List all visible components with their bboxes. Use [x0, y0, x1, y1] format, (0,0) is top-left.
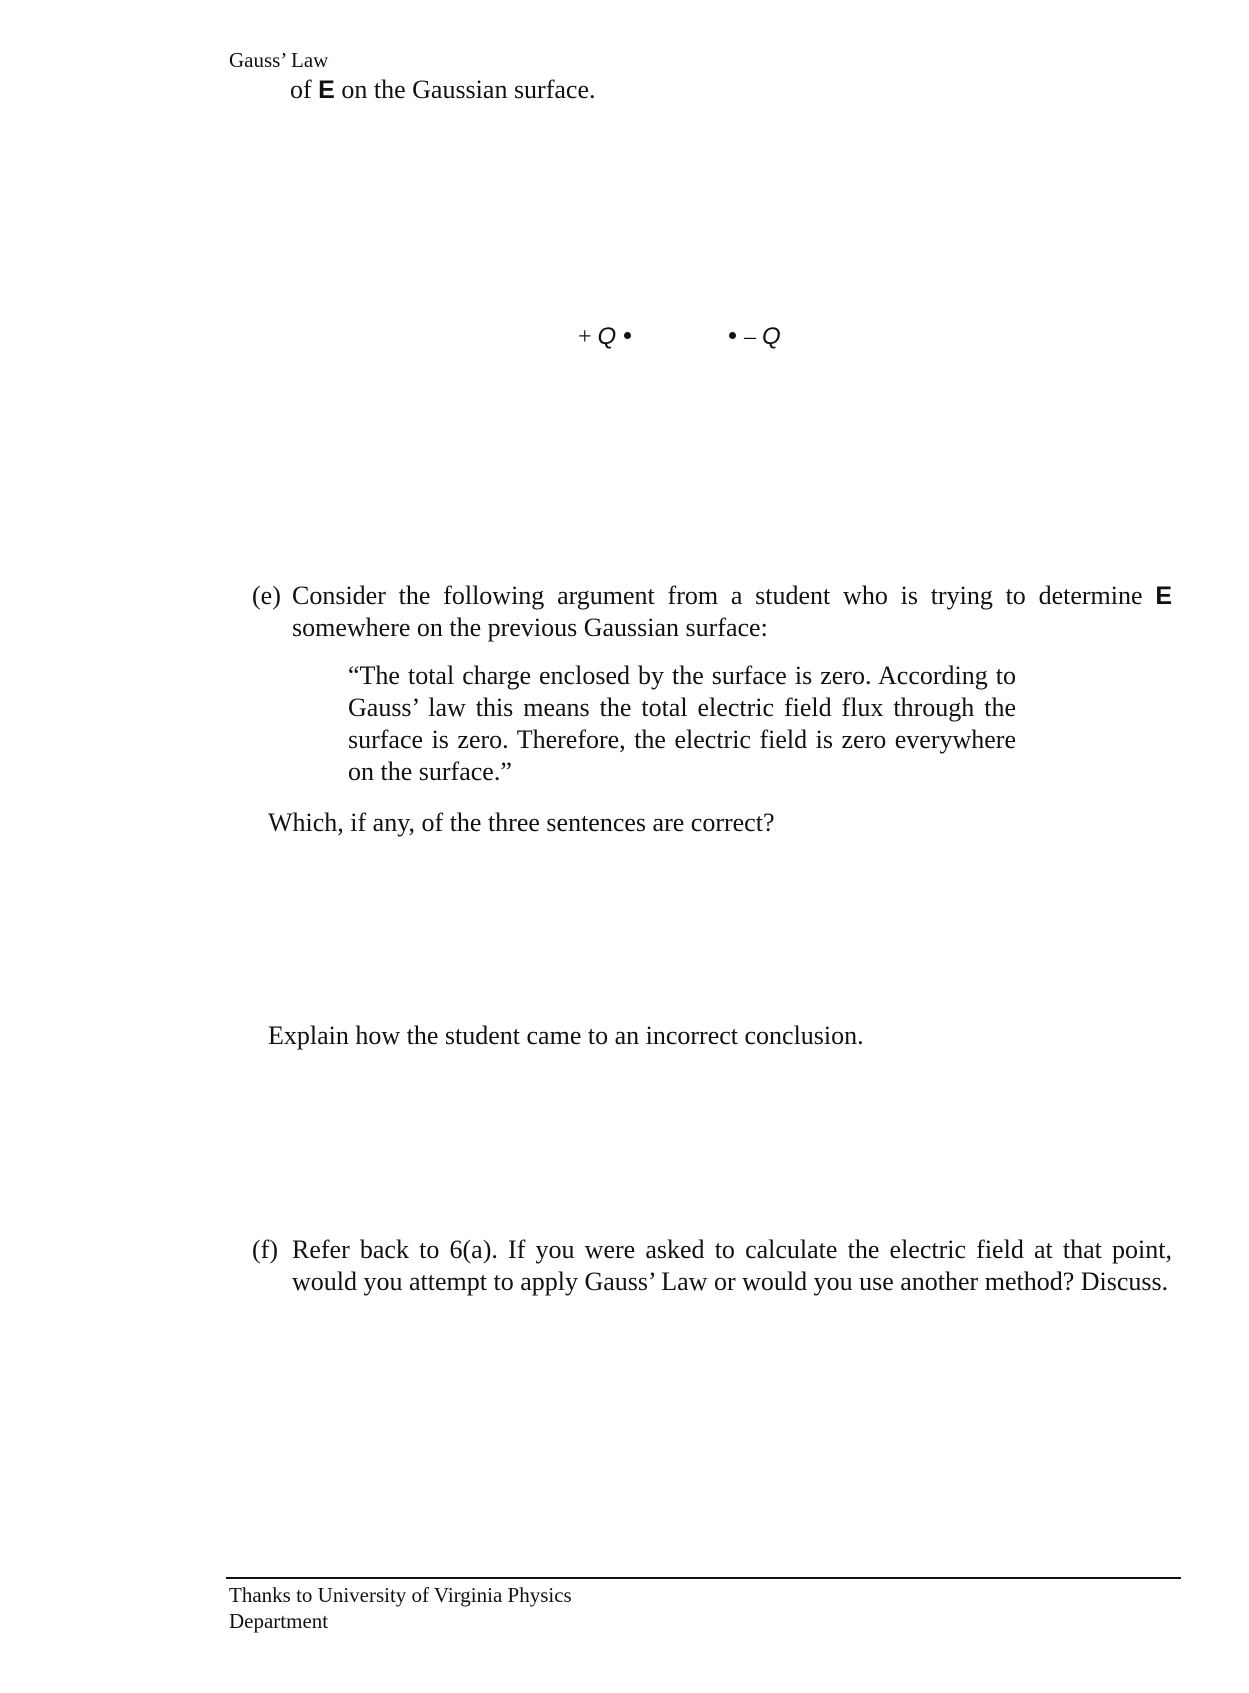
running-header: Gauss’ Law: [229, 48, 329, 72]
footer-rule: [226, 1577, 1181, 1579]
positive-charge-symbol: Q: [597, 323, 617, 350]
question-explain: Explain how the student came to an incorrect conclusion.: [268, 1021, 864, 1050]
part-e-symbol: E: [1155, 582, 1172, 610]
part-e: [252, 580, 1172, 644]
negative-charge-symbol: Q: [762, 323, 781, 350]
electric-field-symbol: E: [318, 76, 335, 104]
part-f-label: (f): [252, 1235, 278, 1264]
footer-credit: Thanks to University of Virginia Physics Department: [229, 1583, 572, 1633]
positive-charge: [578, 322, 633, 352]
negative-charge-dot: [729, 332, 736, 339]
positive-charge-dot: [624, 332, 631, 339]
student-quote: “The total charge enclosed by the surface is zero. According to Gauss’ law this means the total electric field flux through the surface is zero. Therefore, the electric field is zero everywhere on the surface.”: [348, 661, 1016, 786]
part-f-text: Refer back to 6(a). If you were asked to calculate the electric field at that point, would you attempt to apply Gauss’ Law or would you use another method? Discuss.: [292, 1235, 1172, 1296]
part-e-first-line: [292, 580, 1172, 612]
continuation-suffix: on the Gaussian surface.: [341, 75, 596, 104]
continuation-line: [290, 74, 596, 106]
part-e-intro-end: somewhere on the previous Gaussian surface:: [292, 613, 768, 642]
part-e-intro: Consider the following argument from a student who is trying to determine: [292, 581, 1143, 610]
negative-charge: [727, 322, 781, 352]
negative-charge-sign: –: [744, 324, 756, 350]
part-e-label: (e): [252, 581, 281, 610]
question-correct-sentences: Which, if any, of the three sentences are correct?: [268, 808, 775, 837]
positive-charge-sign: +: [578, 324, 592, 350]
continuation-prefix: of: [290, 75, 312, 104]
part-e-text: [292, 580, 1172, 644]
part-f: [252, 1234, 1172, 1298]
